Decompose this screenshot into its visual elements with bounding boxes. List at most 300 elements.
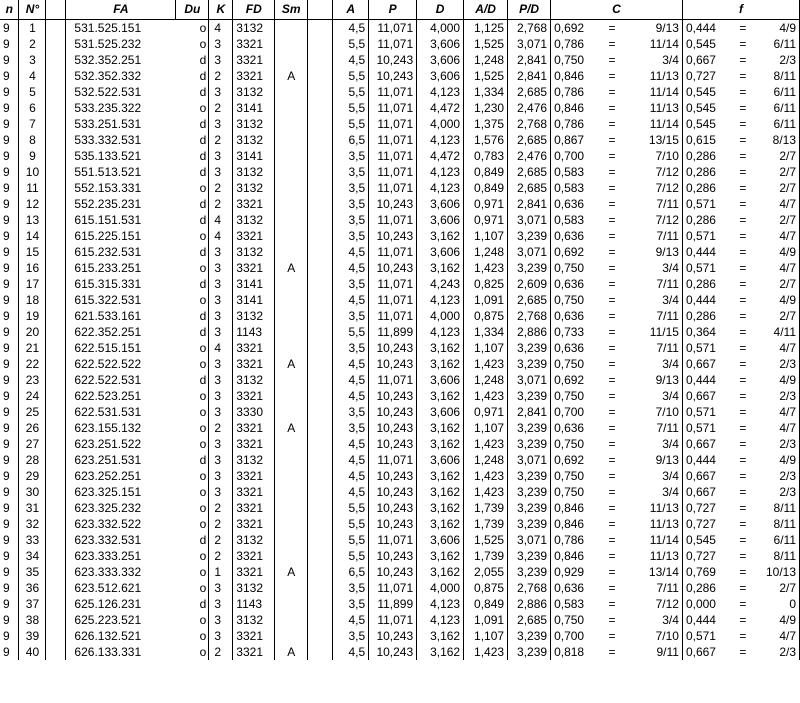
cell-c-fraction: 7/12 — [629, 164, 682, 180]
cell-f-decimal: 0,444 — [685, 20, 716, 35]
cell-sm — [275, 516, 308, 532]
cell-c-decimal: 0,750 — [554, 52, 585, 67]
cell-p: 11,071 — [369, 372, 417, 388]
cell-c-equals: = — [608, 180, 616, 195]
cell-a-over-d: 1,423 — [464, 468, 508, 484]
cell-d: 3,606 — [417, 36, 464, 52]
cell-gap — [46, 244, 66, 260]
cell-fd: 3132 — [233, 116, 275, 132]
cell-f-equals: = — [739, 596, 747, 611]
cell-d: 4,123 — [417, 84, 464, 100]
cell-p-over-d: 2,841 — [508, 68, 551, 84]
cell-f-fraction: 2/7 — [758, 148, 799, 164]
cell-k: 2 — [209, 196, 233, 212]
cell-du: d — [176, 148, 209, 164]
cell-d: 4,123 — [417, 292, 464, 308]
cell-c-decimal: 0,846 — [554, 68, 585, 83]
header-p-over-d: P/D — [508, 0, 551, 20]
cell-sm — [275, 484, 308, 500]
cell-gap — [46, 228, 66, 244]
cell-gap — [308, 244, 333, 260]
table-row — [0, 596, 800, 612]
cell-f-equals: = — [739, 212, 747, 227]
cell-k: 3 — [209, 324, 233, 340]
cell-c-decimal: 0,692 — [554, 20, 585, 35]
cell-a: 5,5 — [333, 116, 369, 132]
cell-d: 3,162 — [417, 484, 464, 500]
cell-f-fraction: 6/11 — [758, 36, 799, 52]
cell-p: 11,071 — [369, 212, 417, 228]
table-row — [0, 308, 800, 324]
cell-number: 27 — [19, 436, 46, 452]
cell-c-decimal: 0,786 — [554, 84, 585, 99]
header-a: A — [333, 0, 369, 20]
table-row — [0, 324, 800, 340]
cell-p-over-d: 2,886 — [508, 596, 551, 612]
cell-c-decimal: 0,583 — [554, 180, 585, 195]
cell-f-fraction: 4/9 — [758, 244, 799, 260]
cell-c-decimal: 0,733 — [554, 324, 585, 339]
cell-du: d — [176, 276, 209, 292]
cell-fd: 3132 — [233, 580, 275, 596]
cell-c-equals: = — [608, 212, 616, 227]
cell-du: o — [176, 436, 209, 452]
cell-sm — [275, 84, 308, 100]
cell-f-decimal: 0,667 — [685, 644, 716, 659]
header-c: C — [551, 0, 683, 20]
cell-gap — [308, 484, 333, 500]
cell-gap — [308, 84, 333, 100]
cell-a: 3,5 — [333, 580, 369, 596]
cell-k: 3 — [209, 308, 233, 324]
cell-fd: 3321 — [233, 260, 275, 276]
cell-p: 11,071 — [369, 612, 417, 628]
table-row — [0, 564, 800, 580]
cell-gap — [46, 628, 66, 644]
cell-n: 9 — [0, 628, 19, 644]
cell-du: d — [176, 116, 209, 132]
cell-gap — [308, 436, 333, 452]
cell-fd: 3321 — [233, 516, 275, 532]
cell-f-decimal: 0,667 — [685, 484, 716, 499]
table-row — [0, 340, 800, 356]
cell-d: 4,000 — [417, 580, 464, 596]
cell-c-fraction: 3/4 — [629, 356, 682, 372]
cell-p-over-d: 2,685 — [508, 612, 551, 628]
cell-f-decimal: 0,667 — [685, 468, 716, 483]
cell-fd: 3132 — [233, 180, 275, 196]
cell-gap — [46, 596, 66, 612]
cell-n: 9 — [0, 324, 19, 340]
cell-gap — [308, 228, 333, 244]
cell-fa: 625.126.231 — [66, 596, 176, 612]
cell-p-over-d: 3,239 — [508, 228, 551, 244]
cell-a-over-d: 0,875 — [464, 580, 508, 596]
cell-number: 4 — [19, 68, 46, 84]
cell-f-decimal: 0,727 — [685, 68, 716, 83]
cell-du: o — [176, 340, 209, 356]
cell-f-decimal: 0,545 — [685, 100, 716, 115]
cell-sm — [275, 436, 308, 452]
cell-n: 9 — [0, 100, 19, 116]
cell-fd: 3321 — [233, 548, 275, 564]
cell-fa: 623.332.531 — [66, 532, 176, 548]
header-du: Du — [176, 0, 209, 20]
cell-n: 9 — [0, 580, 19, 596]
cell-c-fraction: 7/11 — [629, 196, 682, 212]
cell-n: 9 — [0, 260, 19, 276]
cell-n: 9 — [0, 372, 19, 388]
cell-p-over-d: 2,768 — [508, 20, 551, 37]
cell-c-fraction: 11/13 — [629, 548, 682, 564]
cell-sm — [275, 212, 308, 228]
cell-f-decimal: 0,000 — [685, 596, 716, 611]
cell-d: 4,123 — [417, 324, 464, 340]
cell-sm — [275, 196, 308, 212]
cell-d: 3,606 — [417, 68, 464, 84]
cell-c-decimal: 0,750 — [554, 260, 585, 275]
cell-f-fraction: 8/11 — [758, 500, 799, 516]
cell-f-fraction: 0 — [758, 596, 799, 612]
cell-d: 4,000 — [417, 20, 464, 37]
cell-sm — [275, 468, 308, 484]
cell-gap — [308, 596, 333, 612]
cell-gap — [46, 484, 66, 500]
table-row — [0, 612, 800, 628]
table-row — [0, 228, 800, 244]
table-row — [0, 100, 800, 116]
cell-a: 3,5 — [333, 404, 369, 420]
cell-p: 11,071 — [369, 580, 417, 596]
cell-d: 3,162 — [417, 356, 464, 372]
cell-number: 19 — [19, 308, 46, 324]
cell-fa: 615.322.531 — [66, 292, 176, 308]
cell-a: 4,5 — [333, 20, 369, 37]
cell-gap — [46, 564, 66, 580]
cell-f-equals: = — [739, 436, 747, 451]
cell-sm — [275, 228, 308, 244]
cell-fd: 3321 — [233, 36, 275, 52]
cell-c-equals: = — [608, 292, 616, 307]
cell-du: d — [176, 164, 209, 180]
cell-a-over-d: 1,423 — [464, 260, 508, 276]
cell-gap — [308, 420, 333, 436]
cell-d: 3,606 — [417, 196, 464, 212]
cell-number: 30 — [19, 484, 46, 500]
table-row — [0, 452, 800, 468]
cell-n: 9 — [0, 404, 19, 420]
cell-p: 10,243 — [369, 436, 417, 452]
cell-fd: 3321 — [233, 564, 275, 580]
cell-d: 3,606 — [417, 532, 464, 548]
cell-c-decimal: 0,700 — [554, 628, 585, 643]
cell-d: 4,123 — [417, 612, 464, 628]
cell-a: 4,5 — [333, 292, 369, 308]
cell-f-fraction: 8/11 — [758, 548, 799, 564]
cell-k: 2 — [209, 532, 233, 548]
cell-sm — [275, 532, 308, 548]
cell-gap — [308, 324, 333, 340]
cell-k: 4 — [209, 212, 233, 228]
cell-d: 3,162 — [417, 628, 464, 644]
cell-a: 5,5 — [333, 100, 369, 116]
cell-gap — [308, 164, 333, 180]
cell-c-equals: = — [608, 52, 616, 67]
cell-a: 4,5 — [333, 436, 369, 452]
cell-fa: 623.333.332 — [66, 564, 176, 580]
cell-f-decimal: 0,286 — [685, 148, 716, 163]
cell-c-decimal: 0,867 — [554, 132, 585, 147]
cell-c-fraction: 3/4 — [629, 612, 682, 628]
cell-fd: 3321 — [233, 500, 275, 516]
cell-p-over-d: 2,768 — [508, 308, 551, 324]
cell-du: o — [176, 468, 209, 484]
cell-sm — [275, 36, 308, 52]
cell-fa: 623.252.251 — [66, 468, 176, 484]
cell-p: 11,071 — [369, 452, 417, 468]
cell-f-fraction: 4/9 — [758, 452, 799, 468]
cell-f-fraction: 4/7 — [758, 404, 799, 420]
cell-p-over-d: 2,685 — [508, 164, 551, 180]
cell-c-decimal: 0,750 — [554, 484, 585, 499]
cell-a: 5,5 — [333, 500, 369, 516]
cell-f-decimal: 0,615 — [685, 132, 716, 147]
cell-fa: 622.523.251 — [66, 388, 176, 404]
header-sm: Sm — [275, 0, 308, 20]
cell-c-fraction: 9/13 — [629, 452, 682, 468]
cell-f-equals: = — [739, 404, 747, 419]
cell-f-decimal: 0,571 — [685, 404, 716, 419]
cell-c-decimal: 0,818 — [554, 644, 585, 659]
cell-p-over-d: 3,239 — [508, 516, 551, 532]
cell-c-decimal: 0,846 — [554, 500, 585, 515]
cell-f-decimal: 0,286 — [685, 308, 716, 323]
cell-p: 10,243 — [369, 340, 417, 356]
table-row — [0, 436, 800, 452]
cell-p: 10,243 — [369, 260, 417, 276]
cell-p-over-d: 2,685 — [508, 292, 551, 308]
cell-p-over-d: 3,239 — [508, 628, 551, 644]
cell-c-fraction: 11/14 — [629, 532, 682, 548]
cell-fd: 3321 — [233, 196, 275, 212]
cell-number: 32 — [19, 516, 46, 532]
cell-a-over-d: 1,739 — [464, 500, 508, 516]
cell-c-decimal: 0,583 — [554, 212, 585, 227]
cell-a: 3,5 — [333, 628, 369, 644]
cell-gap — [46, 260, 66, 276]
cell-fd: 3132 — [233, 452, 275, 468]
cell-p: 10,243 — [369, 196, 417, 212]
cell-c-equals: = — [608, 276, 616, 291]
cell-c-fraction: 7/11 — [629, 420, 682, 436]
cell-c-fraction: 7/10 — [629, 148, 682, 164]
cell-c-fraction: 9/13 — [629, 20, 682, 37]
cell-du: d — [176, 132, 209, 148]
cell-c-fraction: 7/10 — [629, 628, 682, 644]
cell-p: 10,243 — [369, 500, 417, 516]
cell-p: 10,243 — [369, 404, 417, 420]
cell-k: 4 — [209, 228, 233, 244]
cell-f-decimal: 0,286 — [685, 580, 716, 595]
cell-k: 3 — [209, 164, 233, 180]
cell-n: 9 — [0, 196, 19, 212]
cell-p: 11,071 — [369, 180, 417, 196]
cell-f-decimal: 0,667 — [685, 388, 716, 403]
cell-gap — [46, 276, 66, 292]
cell-a: 3,5 — [333, 196, 369, 212]
cell-n: 9 — [0, 292, 19, 308]
cell-f-decimal: 0,444 — [685, 292, 716, 307]
cell-fa: 623.155.132 — [66, 420, 176, 436]
table-row — [0, 212, 800, 228]
cell-f-equals: = — [739, 564, 747, 579]
cell-k: 4 — [209, 340, 233, 356]
cell-a: 4,5 — [333, 356, 369, 372]
cell-fa: 623.325.151 — [66, 484, 176, 500]
cell-number: 8 — [19, 132, 46, 148]
cell-p: 10,243 — [369, 644, 417, 660]
cell-k: 2 — [209, 516, 233, 532]
cell-d: 3,162 — [417, 260, 464, 276]
cell-fa: 551.513.521 — [66, 164, 176, 180]
cell-gap — [46, 324, 66, 340]
cell-c-equals: = — [608, 628, 616, 643]
cell-fd: 3330 — [233, 404, 275, 420]
table-row — [0, 132, 800, 148]
cell-c-fraction: 3/4 — [629, 388, 682, 404]
cell-c-fraction: 3/4 — [629, 52, 682, 68]
cell-du: d — [176, 308, 209, 324]
cell-k: 3 — [209, 84, 233, 100]
table-row — [0, 68, 800, 84]
cell-c-equals: = — [608, 532, 616, 547]
cell-gap — [46, 292, 66, 308]
cell-fd: 3132 — [233, 84, 275, 100]
cell-c-fraction: 7/12 — [629, 596, 682, 612]
cell-p-over-d: 3,239 — [508, 484, 551, 500]
table-row — [0, 420, 800, 436]
cell-du: o — [176, 100, 209, 116]
cell-n: 9 — [0, 228, 19, 244]
cell-p: 10,243 — [369, 52, 417, 68]
cell-sm — [275, 164, 308, 180]
cell-fa: 621.533.161 — [66, 308, 176, 324]
cell-d: 4,123 — [417, 132, 464, 148]
cell-p: 11,071 — [369, 292, 417, 308]
table-row — [0, 84, 800, 100]
header-row — [0, 0, 800, 20]
cell-gap — [308, 68, 333, 84]
cell-du: o — [176, 260, 209, 276]
cell-p-over-d: 2,476 — [508, 100, 551, 116]
cell-a: 3,5 — [333, 148, 369, 164]
cell-a: 4,5 — [333, 52, 369, 68]
table-row — [0, 628, 800, 644]
cell-number: 33 — [19, 532, 46, 548]
cell-a: 6,5 — [333, 564, 369, 580]
cell-f-equals: = — [739, 484, 747, 499]
cell-sm: A — [275, 564, 308, 580]
cell-du: o — [176, 404, 209, 420]
table-row — [0, 196, 800, 212]
cell-number: 24 — [19, 388, 46, 404]
cell-a-over-d: 1,334 — [464, 84, 508, 100]
table-row — [0, 516, 800, 532]
cell-gap — [46, 36, 66, 52]
cell-c-decimal: 0,692 — [554, 452, 585, 467]
cell-du: o — [176, 516, 209, 532]
cell-p-over-d: 2,768 — [508, 116, 551, 132]
cell-du: o — [176, 500, 209, 516]
cell-gap — [46, 308, 66, 324]
cell-a-over-d: 0,875 — [464, 308, 508, 324]
cell-fd: 3321 — [233, 628, 275, 644]
cell-fd: 3132 — [233, 244, 275, 260]
cell-c-decimal: 0,786 — [554, 116, 585, 131]
cell-f-fraction: 2/3 — [758, 52, 799, 68]
cell-p: 10,243 — [369, 228, 417, 244]
cell-n: 9 — [0, 436, 19, 452]
cell-p: 11,071 — [369, 20, 417, 37]
cell-d: 4,123 — [417, 164, 464, 180]
cell-gap — [308, 308, 333, 324]
cell-f-decimal: 0,571 — [685, 628, 716, 643]
cell-gap — [308, 116, 333, 132]
cell-c-decimal: 0,636 — [554, 308, 585, 323]
cell-f-decimal: 0,286 — [685, 180, 716, 195]
cell-fa: 622.352.251 — [66, 324, 176, 340]
cell-a-over-d: 1,248 — [464, 52, 508, 68]
cell-sm — [275, 372, 308, 388]
cell-c-fraction: 3/4 — [629, 484, 682, 500]
cell-du: d — [176, 244, 209, 260]
cell-f-fraction: 8/11 — [758, 516, 799, 532]
cell-gap — [46, 532, 66, 548]
cell-f-equals: = — [739, 52, 747, 67]
cell-gap — [46, 404, 66, 420]
cell-c-equals: = — [608, 500, 616, 515]
cell-p: 10,243 — [369, 388, 417, 404]
cell-n: 9 — [0, 548, 19, 564]
cell-fd: 3321 — [233, 52, 275, 68]
cell-n: 9 — [0, 612, 19, 628]
cell-p-over-d: 3,239 — [508, 356, 551, 372]
cell-sm — [275, 116, 308, 132]
cell-d: 4,000 — [417, 116, 464, 132]
cell-p-over-d: 2,685 — [508, 180, 551, 196]
cell-p: 10,243 — [369, 548, 417, 564]
cell-fa: 622.531.531 — [66, 404, 176, 420]
cell-number: 14 — [19, 228, 46, 244]
cell-n: 9 — [0, 180, 19, 196]
cell-gap — [46, 644, 66, 660]
cell-number: 21 — [19, 340, 46, 356]
cell-c-fraction: 7/10 — [629, 404, 682, 420]
cell-k: 2 — [209, 132, 233, 148]
cell-fd: 3132 — [233, 532, 275, 548]
cell-f-decimal: 0,571 — [685, 260, 716, 275]
cell-f-fraction: 4/7 — [758, 628, 799, 644]
cell-a: 3,5 — [333, 164, 369, 180]
cell-sm — [275, 324, 308, 340]
cell-c-fraction: 3/4 — [629, 436, 682, 452]
cell-a: 5,5 — [333, 516, 369, 532]
cell-fd: 3321 — [233, 228, 275, 244]
cell-fd: 1143 — [233, 596, 275, 612]
cell-gap — [46, 116, 66, 132]
cell-n: 9 — [0, 20, 19, 37]
cell-n: 9 — [0, 596, 19, 612]
